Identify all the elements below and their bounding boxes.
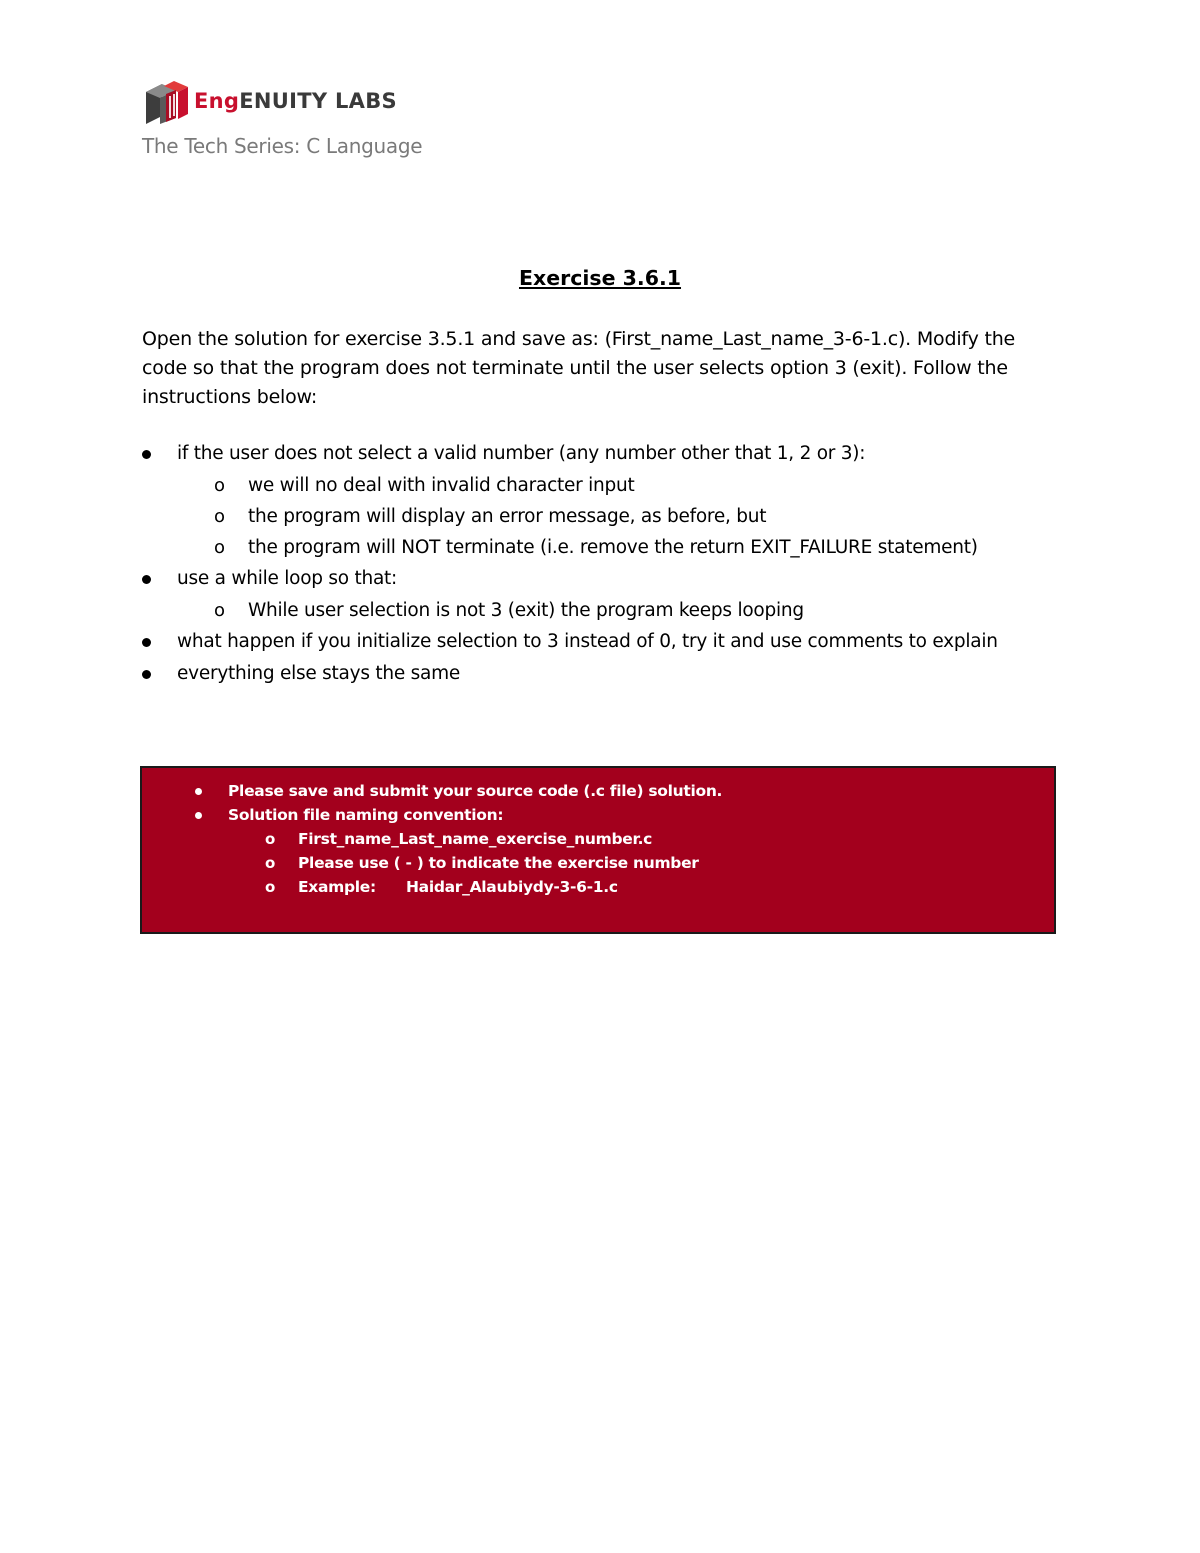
sub-bullet-icon: o bbox=[214, 600, 225, 621]
instruction-list bbox=[142, 438, 1072, 690]
sub-bullet-icon: o bbox=[214, 537, 225, 558]
notice-item-text: Please use ( - ) to indicate the exercise number bbox=[298, 854, 699, 872]
notice-list bbox=[142, 779, 722, 899]
list-item bbox=[142, 658, 1072, 690]
list-item-text: what happen if you initialize selection to 3 instead of 0, try it and use comments to explain bbox=[177, 631, 998, 652]
sub-list-item bbox=[142, 595, 1072, 626]
notice-item-text: Please save and submit your source code (.c file) solution. bbox=[228, 782, 723, 800]
list-item bbox=[142, 563, 1072, 595]
sub-bullet-icon: o bbox=[265, 830, 276, 848]
list-item-text: the program will display an error message, as before, but bbox=[248, 506, 767, 527]
list-item-text: While user selection is not 3 (exit) the program keeps looping bbox=[248, 600, 804, 621]
sub-list-item bbox=[142, 532, 1072, 563]
list-item-text: if the user does not select a valid number (any number other that 1, 2 or 3): bbox=[177, 443, 866, 464]
notice-item-label: Example: bbox=[298, 878, 376, 896]
list-item-text: the program will NOT terminate (i.e. remove the return EXIT_FAILURE statement) bbox=[248, 537, 978, 558]
brand-rest: ENUITY LABS bbox=[239, 89, 397, 113]
list-item-text: use a while loop so that: bbox=[177, 568, 398, 589]
bullet-icon bbox=[142, 638, 151, 647]
notice-item-text: Solution file naming convention: bbox=[228, 806, 504, 824]
series-subtitle: The Tech Series: C Language bbox=[142, 134, 423, 158]
intro-paragraph: Open the solution for exercise 3.5.1 and save as: (First_name_Last_name_3-6-1.c). Modify the code so that the program does not terminate until the user selects option 3 (exit). Follow the instructions below: bbox=[142, 328, 1016, 408]
notice-item bbox=[142, 851, 722, 875]
notice-item bbox=[142, 827, 722, 851]
bullet-icon bbox=[195, 788, 202, 795]
sub-list-item bbox=[142, 470, 1072, 501]
notice-item bbox=[142, 803, 722, 827]
list-item-text: we will no deal with invalid character input bbox=[248, 475, 635, 496]
sub-bullet-icon: o bbox=[265, 878, 276, 896]
sub-bullet-icon: o bbox=[265, 854, 276, 872]
notice-item-text: Haidar_Alaubiydy-3-6-1.c bbox=[406, 878, 618, 896]
sub-bullet-icon: o bbox=[214, 475, 225, 496]
brand-name bbox=[194, 89, 397, 113]
notice-item bbox=[142, 875, 722, 899]
list-item-text: everything else stays the same bbox=[177, 663, 460, 684]
sub-bullet-icon: o bbox=[214, 506, 225, 527]
bullet-icon bbox=[142, 450, 151, 459]
submission-notice bbox=[140, 766, 1056, 934]
bullet-icon bbox=[142, 670, 151, 679]
sub-list-item bbox=[142, 501, 1072, 532]
bullet-icon bbox=[195, 812, 202, 819]
brand-eng: Eng bbox=[194, 89, 240, 113]
bullet-icon bbox=[142, 575, 151, 584]
logo bbox=[142, 78, 397, 124]
list-item bbox=[142, 626, 1072, 658]
exercise-title: Exercise 3.6.1 bbox=[518, 266, 682, 290]
engenuity-logo-icon bbox=[142, 78, 188, 124]
notice-item bbox=[142, 779, 722, 803]
list-item bbox=[142, 438, 1072, 470]
notice-item-text: First_name_Last_name_exercise_number.c bbox=[298, 830, 653, 848]
